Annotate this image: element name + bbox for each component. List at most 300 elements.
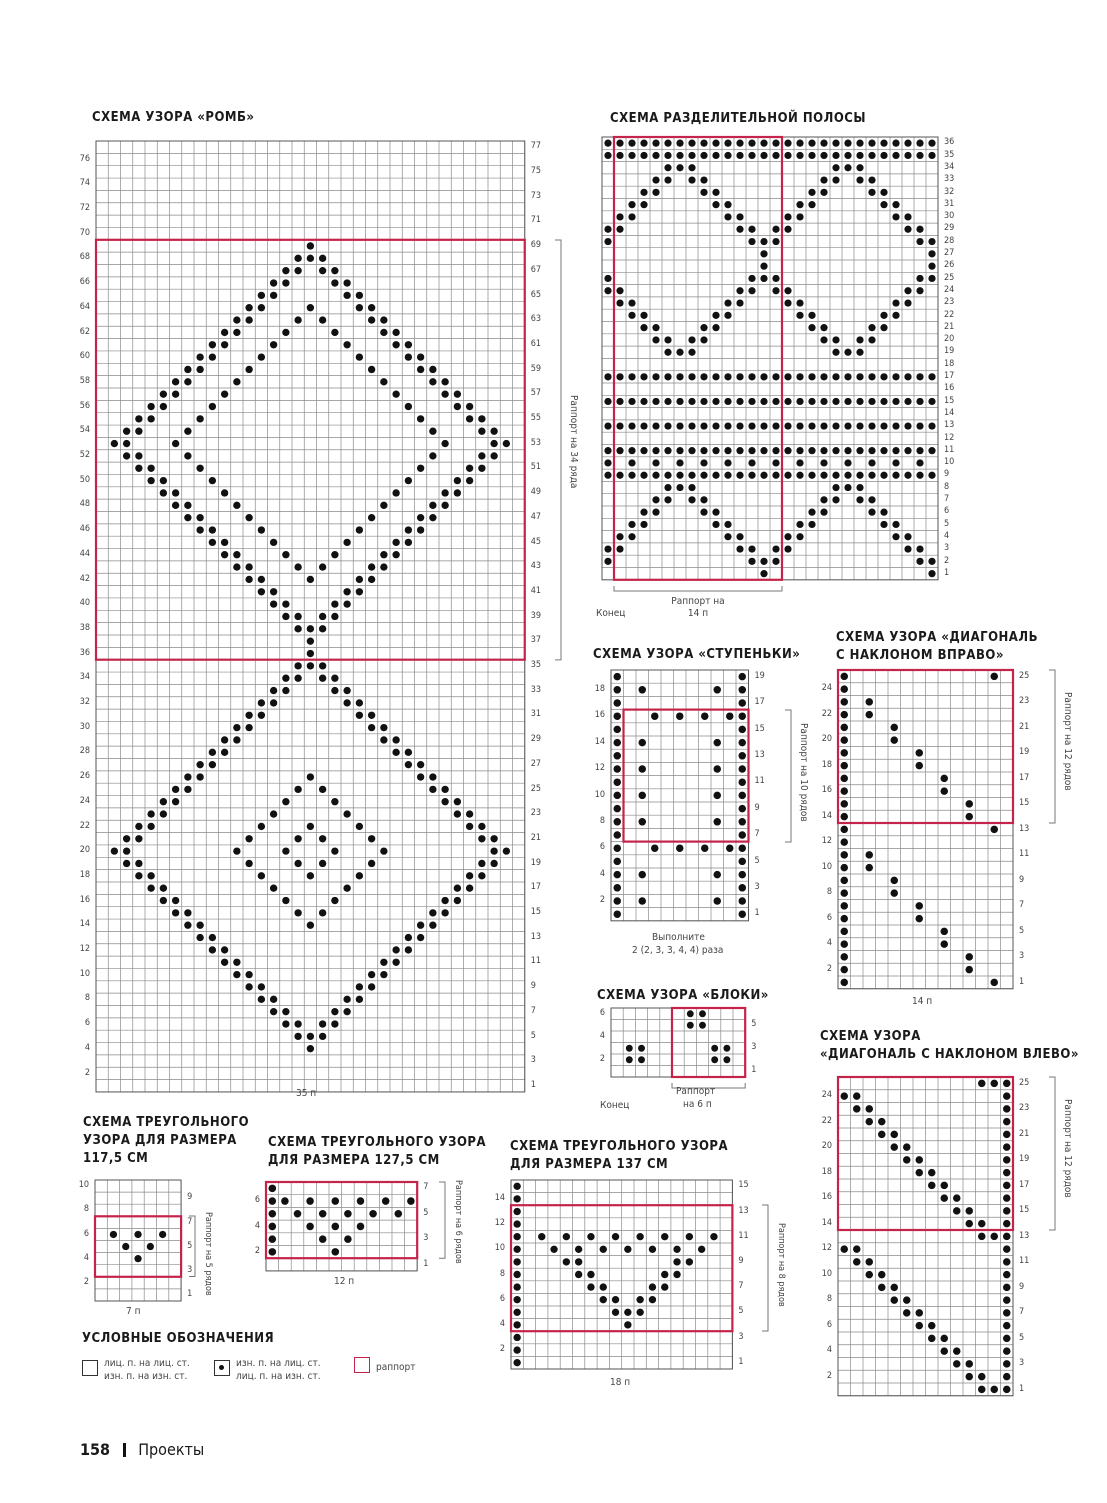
stitch-dot bbox=[172, 440, 179, 447]
row-number: 9 bbox=[1019, 874, 1025, 885]
stitch-dot bbox=[676, 422, 683, 429]
stitch-dot bbox=[331, 847, 338, 854]
tri-a-title-2: УЗОРА ДЛЯ РАЗМЕРА bbox=[83, 1133, 237, 1148]
row-number: 4 bbox=[499, 1319, 505, 1330]
stitch-dot bbox=[196, 761, 203, 768]
stitch-dot bbox=[614, 871, 621, 878]
stitch-dot bbox=[688, 496, 695, 503]
stitch-dot bbox=[904, 472, 911, 479]
stitch-dot bbox=[454, 403, 461, 410]
stitch-dot bbox=[941, 940, 949, 948]
stitch-dot bbox=[636, 1296, 643, 1303]
grid-lines bbox=[602, 137, 938, 580]
stitch-dot bbox=[417, 353, 424, 360]
stitch-dot bbox=[628, 472, 635, 479]
stitch-dot bbox=[673, 1246, 680, 1253]
stitch-dot bbox=[904, 299, 911, 306]
stitch-dot bbox=[953, 1347, 961, 1355]
row-number: 21 bbox=[1019, 1128, 1030, 1139]
stitch-dot bbox=[916, 140, 923, 147]
stitch-dot bbox=[1003, 1233, 1011, 1241]
stitch-dot bbox=[928, 250, 935, 257]
row-number: 33 bbox=[944, 174, 955, 185]
stitch-dot bbox=[687, 1010, 694, 1017]
stitch-dot bbox=[587, 1271, 594, 1278]
stitch-dot bbox=[966, 1373, 974, 1381]
stitch-dot bbox=[916, 915, 924, 923]
stitch-dot bbox=[853, 1105, 861, 1113]
stitch-dot bbox=[221, 539, 228, 546]
stitch-dot bbox=[748, 373, 755, 380]
stitch-dot bbox=[282, 600, 289, 607]
stitch-dot bbox=[233, 724, 240, 731]
stitch-dot bbox=[652, 336, 659, 343]
stitch-dot bbox=[147, 1243, 154, 1250]
stitch-dot bbox=[307, 576, 314, 583]
stitch-dot bbox=[712, 509, 719, 516]
stitch-dot bbox=[307, 773, 314, 780]
stitch-dot bbox=[616, 373, 623, 380]
stitch-dot bbox=[868, 447, 875, 454]
row-number: 19 bbox=[944, 346, 955, 357]
row-number: 7 bbox=[187, 1216, 193, 1227]
row-number: 18 bbox=[821, 1166, 832, 1177]
stitch-dot bbox=[319, 909, 326, 916]
stitch-dot bbox=[624, 1246, 631, 1253]
stitch-dot bbox=[941, 1182, 949, 1190]
stitch-dot bbox=[123, 835, 130, 842]
stitch-dot bbox=[928, 398, 935, 405]
stitch-dot bbox=[356, 983, 363, 990]
stitch-dot bbox=[866, 1271, 874, 1279]
grid-lines bbox=[511, 1180, 732, 1369]
row-number: 5 bbox=[738, 1306, 744, 1317]
section-name: Проекты bbox=[138, 1440, 205, 1459]
row-number: 4 bbox=[254, 1220, 260, 1231]
stitch-dot bbox=[331, 675, 338, 682]
stitch-dot bbox=[135, 428, 142, 435]
stitch-dot bbox=[513, 1258, 520, 1265]
stitch-dot bbox=[866, 1105, 874, 1113]
stitch-dot bbox=[356, 576, 363, 583]
stitch-dot bbox=[407, 1197, 415, 1205]
stitch-dot bbox=[724, 398, 731, 405]
stitch-dot bbox=[380, 316, 387, 323]
stitch-dot bbox=[724, 447, 731, 454]
stitch-dot bbox=[466, 403, 473, 410]
row-number: 14 bbox=[821, 810, 832, 821]
stitch-dot bbox=[880, 398, 887, 405]
stitch-dot bbox=[904, 398, 911, 405]
row-number: 30 bbox=[944, 211, 955, 222]
stitch-dot bbox=[892, 447, 899, 454]
stitch-dot bbox=[319, 1235, 327, 1243]
stitch-dot bbox=[760, 140, 767, 147]
row-number: 8 bbox=[944, 481, 950, 492]
row-number: 23 bbox=[944, 297, 955, 308]
stitch-dot bbox=[868, 176, 875, 183]
row-number: 70 bbox=[79, 227, 90, 238]
stitch-dot bbox=[282, 1020, 289, 1027]
stitch-dot bbox=[700, 422, 707, 429]
diag-right-chart bbox=[821, 670, 1073, 989]
stitch-dot bbox=[1003, 1360, 1011, 1368]
stitch-dot bbox=[724, 373, 731, 380]
stitch-dot bbox=[441, 897, 448, 904]
stitch-dot bbox=[664, 373, 671, 380]
row-number: 31 bbox=[530, 709, 542, 720]
stitch-dot bbox=[832, 398, 839, 405]
stitch-dot bbox=[454, 897, 461, 904]
stitch-dot bbox=[856, 398, 863, 405]
row-number: 77 bbox=[530, 141, 542, 152]
stitch-dot bbox=[135, 465, 142, 472]
stitch-dot bbox=[652, 509, 659, 516]
row-number: 58 bbox=[79, 375, 90, 386]
stitch-dot bbox=[760, 472, 767, 479]
stitch-dot bbox=[772, 287, 779, 294]
stitch-dot bbox=[172, 786, 179, 793]
stitch-dot bbox=[196, 773, 203, 780]
stitch-dot bbox=[184, 378, 191, 385]
stitch-dot bbox=[711, 1045, 718, 1052]
stitch-dot bbox=[184, 428, 191, 435]
stitch-dot bbox=[991, 1386, 999, 1394]
stitch-dot bbox=[282, 675, 289, 682]
stitch-dot bbox=[928, 558, 935, 565]
row-number: 5 bbox=[944, 518, 950, 529]
stitch-dot bbox=[628, 213, 635, 220]
stitch-dot bbox=[429, 786, 436, 793]
stitch-dot bbox=[832, 373, 839, 380]
stitch-dot bbox=[891, 1131, 899, 1139]
row-number: 18 bbox=[594, 683, 605, 694]
stitch-dot bbox=[784, 226, 791, 233]
stitch-dot bbox=[832, 349, 839, 356]
stitch-dot bbox=[841, 877, 849, 885]
steps-title: СХЕМА УЗОРА «СТУПЕНЬКИ» bbox=[593, 647, 801, 662]
stitch-dot bbox=[587, 1283, 594, 1290]
row-number: 61 bbox=[530, 338, 542, 349]
stitch-dot bbox=[903, 1143, 911, 1151]
stitch-dot bbox=[856, 164, 863, 171]
stitch-dot bbox=[640, 324, 647, 331]
repeat-label: Раппорт на 12 рядов bbox=[1062, 1098, 1073, 1198]
stitch-dot bbox=[604, 447, 611, 454]
row-number: 60 bbox=[79, 351, 90, 362]
stitch-dot bbox=[772, 422, 779, 429]
stitch-dot bbox=[892, 472, 899, 479]
stitch-dot bbox=[712, 324, 719, 331]
row-number: 1 bbox=[530, 1079, 536, 1090]
stitch-dot bbox=[209, 341, 216, 348]
stitch-dot bbox=[616, 545, 623, 552]
row-number: 3 bbox=[944, 543, 950, 554]
stitch-dot bbox=[966, 1360, 974, 1368]
row-number: 3 bbox=[530, 1055, 536, 1066]
stitch-dot bbox=[736, 533, 743, 540]
stitch-dot bbox=[868, 496, 875, 503]
row-number: 62 bbox=[79, 326, 90, 337]
stitch-dot bbox=[1003, 1220, 1011, 1228]
stitch-dot bbox=[147, 477, 154, 484]
row-number: 5 bbox=[754, 855, 760, 866]
stitch-dot bbox=[160, 477, 167, 484]
stitch-dot bbox=[856, 484, 863, 491]
stitch-dot bbox=[748, 459, 755, 466]
stitch-dot bbox=[796, 299, 803, 306]
row-number: 8 bbox=[826, 887, 832, 898]
stitch-dot bbox=[282, 847, 289, 854]
stitch-dot bbox=[184, 366, 191, 373]
tri-a-stitches-label: 7 п bbox=[126, 1306, 141, 1317]
stitch-dot bbox=[1003, 1118, 1011, 1126]
row-number: 10 bbox=[944, 457, 955, 468]
stitch-dot bbox=[700, 152, 707, 159]
stitch-dot bbox=[820, 336, 827, 343]
stitch-dot bbox=[258, 353, 265, 360]
stitch-dot bbox=[184, 909, 191, 916]
row-number: 24 bbox=[821, 1090, 832, 1101]
stitch-dot bbox=[1003, 1092, 1011, 1100]
stitch-dot bbox=[392, 946, 399, 953]
stitch-dot bbox=[640, 422, 647, 429]
stitch-dot bbox=[135, 835, 142, 842]
stitch-dot bbox=[796, 373, 803, 380]
stitch-dot bbox=[676, 152, 683, 159]
stitch-dot bbox=[796, 152, 803, 159]
stitch-dot bbox=[853, 1092, 861, 1100]
stitch-dot bbox=[784, 140, 791, 147]
stitch-dot bbox=[209, 749, 216, 756]
stitch-dot bbox=[392, 551, 399, 558]
stitch-dot bbox=[724, 312, 731, 319]
stitch-dot bbox=[844, 349, 851, 356]
diag-left-title-1: СХЕМА УЗОРА bbox=[820, 1029, 921, 1044]
stitch-dot bbox=[356, 712, 363, 719]
stitch-dot bbox=[1003, 1105, 1011, 1113]
stitch-dot bbox=[724, 521, 731, 528]
stitch-dot bbox=[466, 884, 473, 891]
stitch-dot bbox=[616, 140, 623, 147]
stitch-dot bbox=[417, 514, 424, 521]
stitch-dot bbox=[868, 152, 875, 159]
stitch-dot bbox=[319, 316, 326, 323]
stitch-dot bbox=[701, 844, 708, 851]
stitch-dot bbox=[928, 275, 935, 282]
stitch-dot bbox=[110, 1231, 117, 1238]
row-number: 14 bbox=[79, 919, 90, 930]
stitch-dot bbox=[405, 539, 412, 546]
stitch-dot bbox=[796, 213, 803, 220]
stitch-dot bbox=[841, 979, 849, 987]
stitch-dot bbox=[841, 673, 849, 681]
stitch-dot bbox=[820, 447, 827, 454]
stitch-dot bbox=[866, 698, 874, 706]
stitch-dot bbox=[160, 390, 167, 397]
stitch-dot bbox=[928, 422, 935, 429]
stitch-dot bbox=[991, 826, 999, 834]
steps-chart bbox=[594, 670, 809, 921]
stitch-dot bbox=[441, 798, 448, 805]
stitch-dot bbox=[688, 152, 695, 159]
tri-b-title-1: СХЕМА ТРЕУГОЛЬНОГО УЗОРА bbox=[268, 1135, 487, 1150]
stitch-dot bbox=[760, 447, 767, 454]
stitch-dot bbox=[111, 440, 118, 447]
stitch-dot bbox=[700, 373, 707, 380]
row-number: 1 bbox=[423, 1258, 429, 1269]
stitch-dot bbox=[713, 792, 720, 799]
row-number: 19 bbox=[754, 670, 765, 681]
stitch-dot bbox=[441, 489, 448, 496]
row-number: 55 bbox=[530, 413, 542, 424]
row-number: 2 bbox=[83, 1277, 89, 1287]
stitch-dot bbox=[687, 1022, 694, 1029]
stitch-dot bbox=[841, 813, 849, 821]
stitch-dot bbox=[738, 752, 745, 759]
row-number: 22 bbox=[944, 309, 955, 320]
stitch-dot bbox=[844, 373, 851, 380]
tri-a-title-3: 117,5 СМ bbox=[83, 1151, 149, 1166]
stitch-dot bbox=[736, 447, 743, 454]
stitch-dot bbox=[405, 946, 412, 953]
stitch-dot bbox=[616, 472, 623, 479]
row-number: 4 bbox=[83, 1252, 89, 1263]
stitch-dot bbox=[626, 1045, 633, 1052]
stitch-dot bbox=[612, 1233, 619, 1240]
stitch-dot bbox=[820, 496, 827, 503]
row-number: 8 bbox=[83, 1204, 89, 1215]
row-number: 27 bbox=[944, 248, 955, 258]
stitch-dot bbox=[651, 712, 658, 719]
stitch-dot bbox=[616, 287, 623, 294]
stitch-dot bbox=[294, 563, 301, 570]
steps-repeat-note-1: Выполните bbox=[652, 932, 705, 943]
stitch-dot bbox=[123, 847, 130, 854]
stitch-dot bbox=[1003, 1143, 1011, 1151]
stitch-dot bbox=[796, 459, 803, 466]
stitch-dot bbox=[196, 366, 203, 373]
row-number: 15 bbox=[738, 1180, 749, 1191]
stitch-dot bbox=[343, 687, 350, 694]
stitch-dot bbox=[343, 810, 350, 817]
row-number: 13 bbox=[530, 931, 542, 942]
stitch-dot bbox=[796, 533, 803, 540]
row-number: 67 bbox=[530, 264, 542, 275]
stitch-dot bbox=[368, 304, 375, 311]
stitch-dot bbox=[490, 440, 497, 447]
stitch-dot bbox=[701, 712, 708, 719]
stitch-dot bbox=[820, 152, 827, 159]
row-number: 3 bbox=[187, 1264, 193, 1275]
row-number: 15 bbox=[530, 907, 542, 918]
stitch-dot bbox=[712, 398, 719, 405]
stitch-dot bbox=[454, 884, 461, 891]
stitch-dot bbox=[820, 176, 827, 183]
stitch-dot bbox=[880, 422, 887, 429]
stitch-dot bbox=[392, 341, 399, 348]
stitch-dot bbox=[738, 739, 745, 746]
stitch-dot bbox=[160, 798, 167, 805]
row-number: 16 bbox=[821, 1192, 832, 1203]
stitch-dot bbox=[307, 637, 314, 644]
row-number: 19 bbox=[1019, 747, 1030, 758]
stitch-dot bbox=[772, 472, 779, 479]
row-number: 9 bbox=[187, 1192, 193, 1203]
stitch-dot bbox=[664, 496, 671, 503]
row-number: 11 bbox=[530, 956, 542, 967]
diag-right-stitches-label: 14 п bbox=[912, 996, 933, 1007]
stitch-dot bbox=[319, 835, 326, 842]
stitch-dot bbox=[221, 946, 228, 953]
stitch-dot bbox=[772, 459, 779, 466]
grid-lines bbox=[96, 141, 525, 1092]
stitch-dot bbox=[688, 447, 695, 454]
stitch-dot bbox=[891, 724, 899, 732]
stitch-dot bbox=[614, 910, 621, 917]
stitch-dot bbox=[172, 378, 179, 385]
stitch-dot bbox=[245, 576, 252, 583]
stitch-dot bbox=[269, 1248, 277, 1256]
row-number: 36 bbox=[79, 647, 90, 658]
stitch-dot bbox=[1003, 1169, 1011, 1177]
row-number: 11 bbox=[738, 1230, 749, 1241]
stitch-dot bbox=[429, 502, 436, 509]
stitch-dot bbox=[711, 1056, 718, 1063]
stitch-dot bbox=[172, 502, 179, 509]
stitch-dot bbox=[466, 872, 473, 879]
stitch-dot bbox=[513, 1208, 520, 1215]
row-number: 7 bbox=[1019, 900, 1025, 911]
stitch-dot bbox=[916, 558, 923, 565]
row-number: 76 bbox=[79, 153, 90, 164]
blocks-end-label: Конец bbox=[600, 1100, 630, 1111]
row-number: 14 bbox=[821, 1217, 832, 1228]
stitch-dot bbox=[880, 324, 887, 331]
stitch-dot bbox=[319, 1033, 326, 1040]
stitch-dot bbox=[878, 1271, 886, 1279]
stitch-dot bbox=[1003, 1296, 1011, 1304]
stitch-dot bbox=[868, 189, 875, 196]
stitch-dot bbox=[738, 765, 745, 772]
stitch-dot bbox=[891, 877, 899, 885]
stitch-dot bbox=[841, 698, 849, 706]
row-number: 11 bbox=[754, 776, 765, 787]
blocks-chart bbox=[599, 1007, 757, 1077]
stitch-dot bbox=[160, 810, 167, 817]
stitch-dot bbox=[700, 336, 707, 343]
stitch-dot bbox=[723, 1045, 730, 1052]
stitch-dot bbox=[604, 459, 611, 466]
stitch-dot bbox=[844, 484, 851, 491]
row-number: 32 bbox=[944, 186, 955, 197]
stitch-dot bbox=[490, 428, 497, 435]
stitch-dot bbox=[892, 152, 899, 159]
grid-lines bbox=[838, 1077, 1013, 1396]
stitch-dot bbox=[941, 928, 949, 936]
stitch-dot bbox=[832, 176, 839, 183]
stitch-dot bbox=[738, 871, 745, 878]
stitch-dot bbox=[628, 422, 635, 429]
row-number: 13 bbox=[1019, 1230, 1030, 1241]
purl-desc-1: изн. п. на лиц. ст. bbox=[236, 1358, 321, 1369]
row-number: 7 bbox=[423, 1182, 429, 1193]
stitch-dot bbox=[135, 860, 142, 867]
stitch-dot bbox=[331, 687, 338, 694]
stitch-dot bbox=[196, 465, 203, 472]
stitch-dot bbox=[258, 712, 265, 719]
stitch-dot bbox=[713, 818, 720, 825]
